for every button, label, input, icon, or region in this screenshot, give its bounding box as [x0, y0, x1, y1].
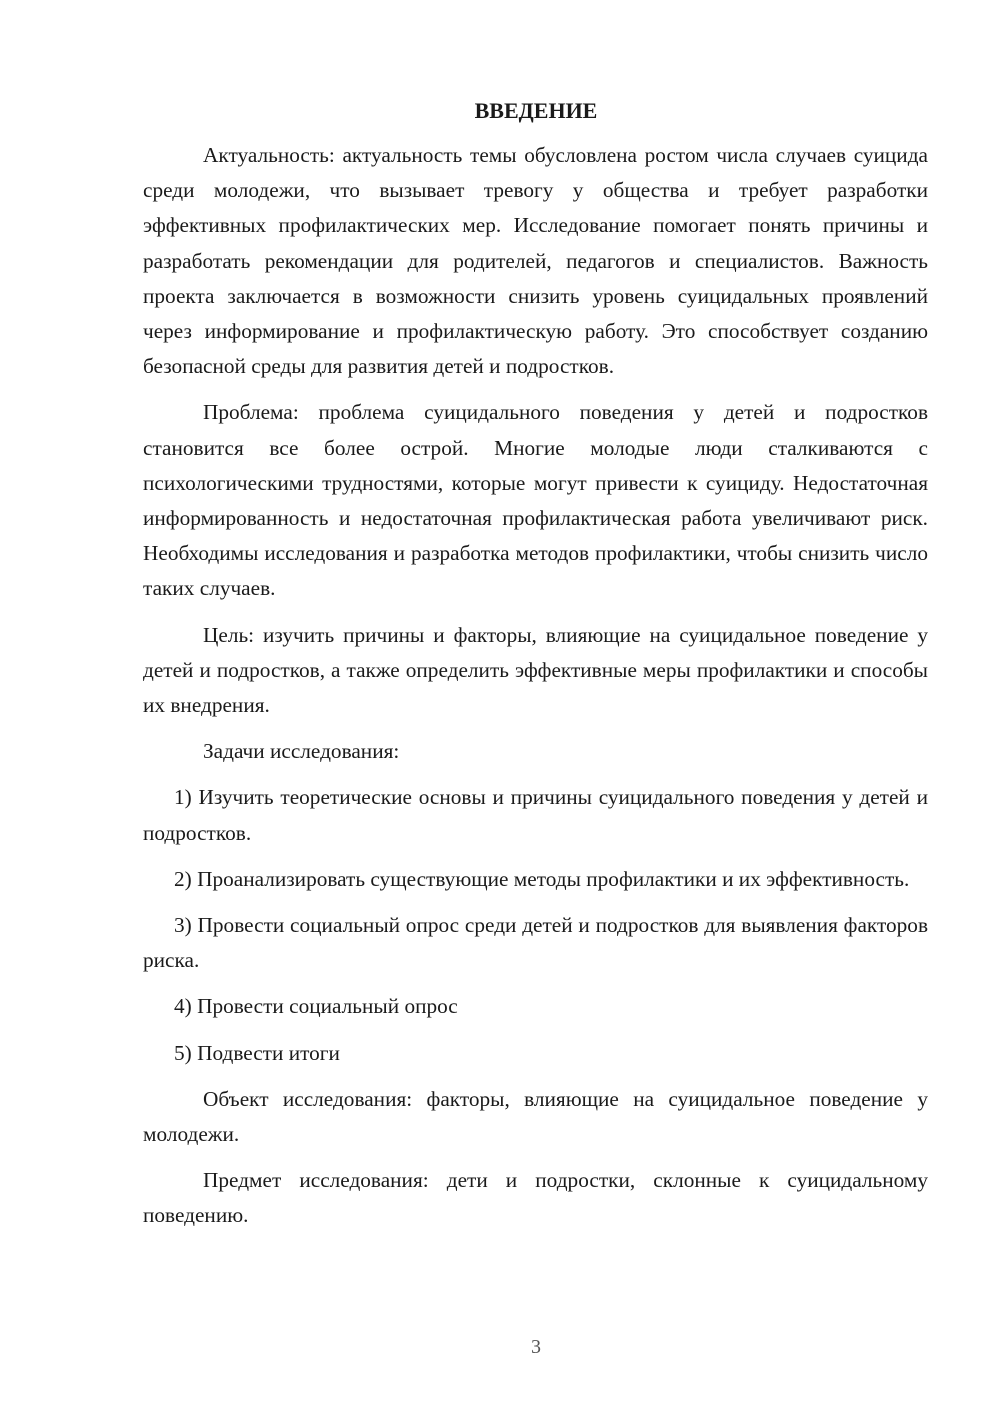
page-content — [143, 93, 928, 1234]
task-item-2: 2) Проанализировать существующие методы профилактики и их эффективность. — [174, 866, 910, 891]
tasks-heading: Задачи исследования: — [203, 739, 400, 764]
page-number: 3 — [531, 1336, 541, 1358]
paragraph-goal: Цель: изучить причины и факторы, влияющие на суицидальное поведение у детей и подростков, а также определить эффективные меры профилактики и способы их внедрения. — [143, 622, 928, 718]
task-item-5: 5) Подвести итоги — [174, 1040, 340, 1065]
task-item-1: 1) Изучить теоретические основы и причины суицидального поведения у детей и подростков. — [143, 785, 928, 845]
task-item-4: 4) Провести социальный опрос — [174, 994, 458, 1019]
section-title: ВВЕДЕНИЕ — [474, 98, 598, 123]
paragraph-subject: Предмет исследования: дети и подростки, склонные к суицидальному поведению. — [143, 1168, 928, 1228]
paragraph-problem: Проблема: проблема суицидального поведения у детей и подростков становится все более острой. Многие молодые люди сталкиваются с психологическими трудностями, которые могут привести к суициду. Недостаточная информированность и недостаточная профилактическая работа увеличивают риск. Необходимы исследования и разработка методов профилактики, чтобы снизить число таких случаев. — [143, 400, 928, 601]
paragraph-relevance: Актуальность: актуальность темы обусловлена ростом числа случаев суицида среди молодежи, что вызывает тревогу у общества и требует разработки эффективных профилактических мер. Исследование помогает понять причины и разработать рекомендации для родителей, педагогов и специалистов. Важность проекта заключается в возможности снизить уровень суицидальных проявлений через информирование и профилактическую работу. Это способствует созданию безопасной среды для развития детей и подростков. — [143, 143, 928, 379]
task-item-3: 3) Провести социальный опрос среди детей и подростков для выявления факторов риска. — [143, 913, 928, 973]
paragraph-object: Объект исследования: факторы, влияющие на суицидальное поведение у молодежи. — [143, 1086, 928, 1147]
